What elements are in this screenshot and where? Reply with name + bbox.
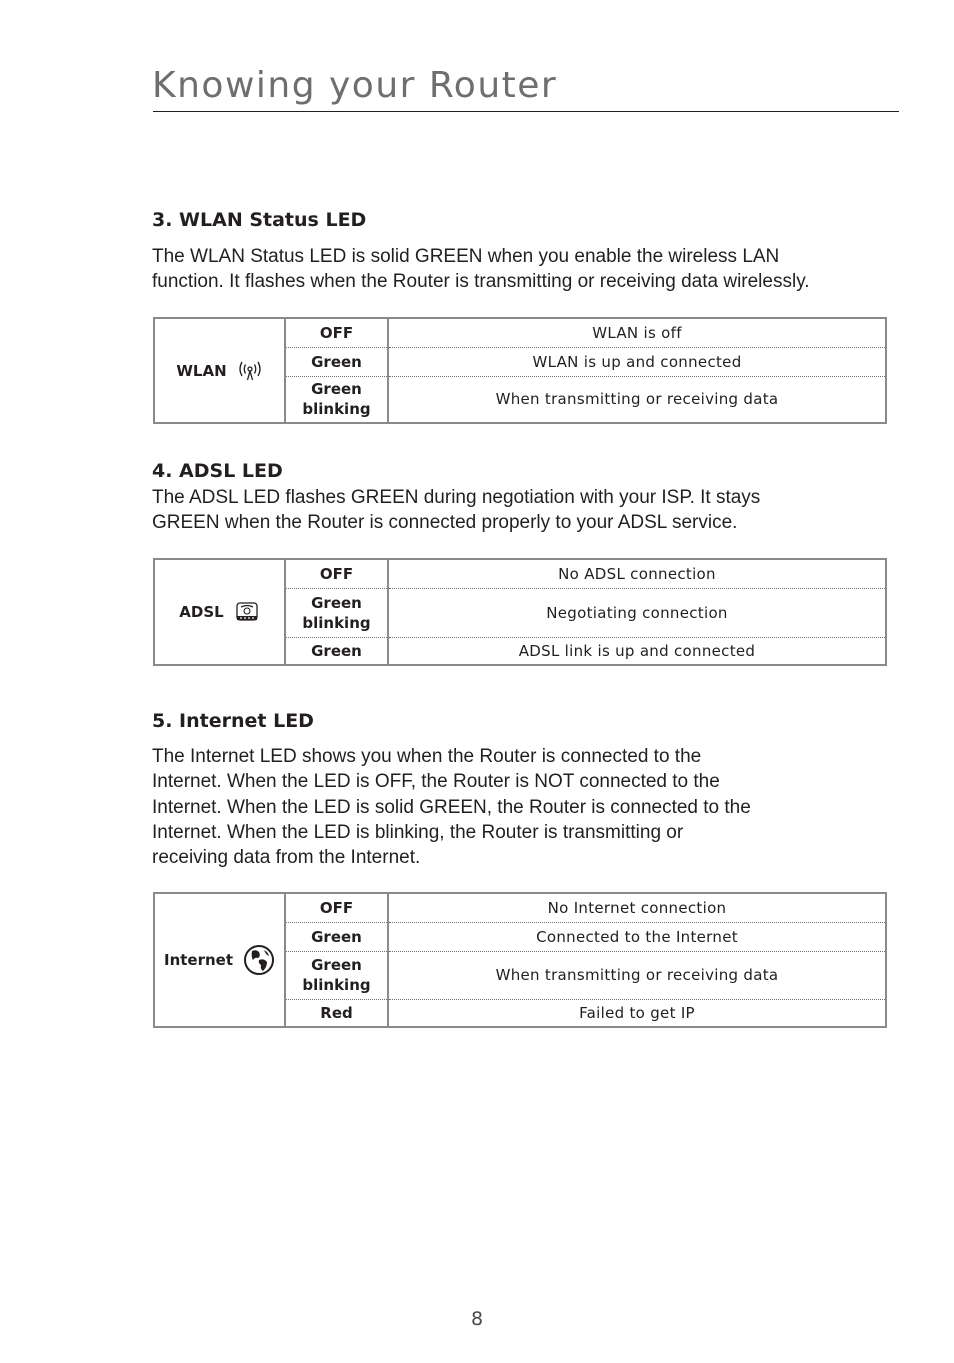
adsl-section — [152, 459, 892, 483]
page-number: 8 — [470, 1308, 484, 1330]
internet-description — [152, 744, 757, 870]
title-divider — [153, 111, 899, 112]
led-description: When transmitting or receiving data — [495, 390, 779, 409]
led-description: Negotiating connection — [388, 588, 886, 637]
wlan-section — [152, 208, 892, 232]
led-name-cell — [154, 559, 285, 665]
internet-led-table — [153, 892, 887, 1028]
led-description: ADSL link is up and connected — [518, 641, 756, 660]
wireless-signal-icon — [237, 359, 263, 383]
led-state: Green blinking — [285, 588, 388, 637]
led-state: Green — [285, 637, 388, 665]
adsl-description — [152, 485, 832, 536]
section-body: The Internet LED shows you when the Router is connected to the Internet. When the LED is OFF, the Router is NOT connected to the Internet. When the LED is solid GREEN, the Router is connected to the Internet. When the LED is blinking, the Router is transmitting or receiving data from the Internet. — [152, 746, 751, 869]
telephone-icon — [234, 600, 260, 624]
led-name-cell — [154, 893, 285, 1027]
led-state: OFF — [285, 318, 388, 347]
led-description: WLAN is up and connected — [388, 347, 886, 376]
section-heading: 4. ADSL LED — [152, 460, 283, 482]
adsl-led-table — [153, 558, 887, 666]
led-state: Red — [285, 999, 388, 1027]
led-state: Green — [285, 347, 388, 376]
led-name: Internet — [163, 951, 234, 969]
led-state: Green blinking — [285, 376, 388, 423]
led-name-cell — [154, 318, 285, 423]
led-state: OFF — [285, 559, 388, 588]
led-description: When transmitting or receiving data — [388, 951, 886, 999]
section-body: The WLAN Status LED is solid GREEN when you enable the wireless LAN function. It flashes when the Router is transmitting or receiving data wirelessly. — [152, 246, 810, 293]
led-name: ADSL — [179, 603, 224, 621]
section-heading: 5. Internet LED — [152, 710, 314, 732]
led-description: WLAN is off — [388, 318, 886, 347]
page-title: Knowing your Router — [152, 65, 558, 106]
led-description: No Internet connection — [388, 893, 886, 922]
led-state: OFF — [285, 893, 388, 922]
wlan-description — [152, 244, 852, 295]
led-description: Connected to the Internet — [388, 922, 886, 951]
led-state: Green blinking — [285, 951, 388, 999]
section-body: The ADSL LED flashes GREEN during negotiation with your ISP. It stays GREEN when the Router is connected properly to your ADSL service. — [152, 487, 761, 534]
wlan-led-table — [153, 317, 887, 424]
section-heading: 3. WLAN Status LED — [152, 209, 367, 231]
led-description: No ADSL connection — [388, 559, 886, 588]
table-row — [154, 559, 886, 588]
led-description: Failed to get IP — [579, 1003, 695, 1022]
led-state: Green — [285, 922, 388, 951]
internet-section — [152, 709, 892, 733]
led-name: WLAN — [176, 361, 227, 380]
globe-icon — [243, 944, 275, 976]
table-row — [154, 318, 886, 347]
table-row — [154, 893, 886, 922]
